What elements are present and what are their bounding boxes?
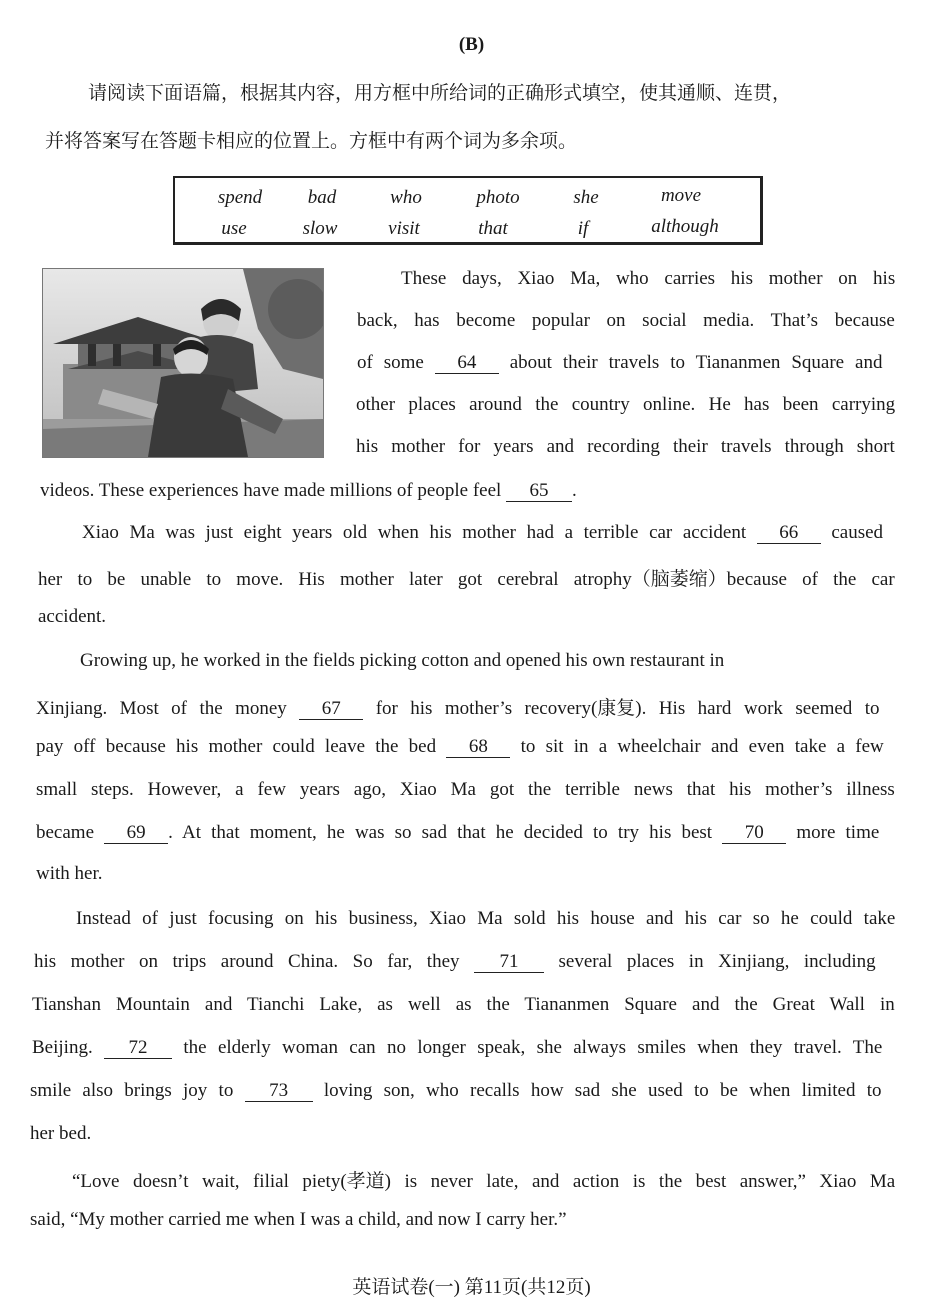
- word-photo: photo: [476, 187, 520, 208]
- text: Xinjiang. Most of the money: [36, 698, 287, 719]
- word-move: move: [660, 185, 702, 206]
- blank-70: 70: [722, 823, 786, 844]
- text: .: [572, 480, 577, 501]
- word-although: although: [651, 216, 719, 237]
- text: . At that moment, he was so sad that he decided to try his best: [168, 822, 713, 843]
- text: more time: [796, 822, 880, 843]
- text: the elderly woman can no longer speak, she always smiles when they travel. The: [183, 1037, 883, 1058]
- instruction-line-2: 并将答案写在答题卡相应的位置上。方框中有两个词为多余项。: [45, 131, 578, 152]
- p1-line-5: his mother for years and recording their travels through short: [356, 436, 895, 457]
- p4-line-1: Instead of just focusing on his business, Xiao Ma sold his house and his car so he could take: [76, 908, 896, 929]
- p3-line-1: Growing up, he worked in the fields picking cotton and opened his own restaurant in: [80, 650, 725, 671]
- p1-line-3: [357, 352, 882, 374]
- p5-line-2: said, “My mother carried me when I was a child, and now I carry her.”: [30, 1209, 567, 1230]
- text: Beijing.: [32, 1037, 93, 1058]
- section-title: (B): [458, 34, 485, 55]
- instruction-line-1: 请阅读下面语篇，根据其内容，用方框中所给词的正确形式填空，使其通顺、连贯，: [88, 83, 792, 104]
- word-slow: slow: [302, 218, 338, 239]
- p2-line-2: her to be unable to move. His mother later got cerebral atrophy（脑萎缩）because of the car: [38, 569, 895, 590]
- text: caused: [831, 522, 884, 543]
- blank-66: 66: [757, 523, 821, 544]
- blank-71: 71: [474, 952, 544, 973]
- p4-line-2: [34, 951, 876, 973]
- text: became: [36, 822, 95, 843]
- word-spend: spend: [217, 187, 263, 208]
- p4-line-4: [32, 1037, 882, 1059]
- p3-line-6: with her.: [36, 863, 103, 884]
- p3-line-4: small steps. However, a few years ago, Xiao Ma got the terrible news that his mother’s illness: [36, 779, 895, 800]
- p4-line-6: her bed.: [30, 1123, 92, 1144]
- p1-line-2: back, has become popular on social media. That’s because: [357, 310, 895, 331]
- text: Xiao Ma was just eight years old when his mother had a terrible car accident: [82, 522, 747, 543]
- p2-line-3: accident.: [38, 606, 107, 627]
- text: several places in Xinjiang, including: [558, 951, 876, 972]
- word-visit: visit: [388, 218, 420, 239]
- p1-line-4: other places around the country online. He has been carrying: [356, 394, 896, 415]
- p3-line-2: [36, 693, 880, 720]
- photo-xiao-ma-and-mother: [42, 268, 324, 458]
- word-bad: bad: [307, 187, 337, 208]
- p5-line-1: “Love doesn’t wait, filial piety(孝道) is never late, and action is the best answer,” Xiao Ma: [72, 1171, 896, 1192]
- text: about their travels to Tiananmen Square and: [509, 352, 883, 373]
- p3-line-3: [36, 736, 884, 758]
- blank-64: 64: [435, 353, 499, 374]
- p4-line-3: Tianshan Mountain and Tianchi Lake, as well as the Tiananmen Square and the Great Wall in: [32, 994, 895, 1015]
- word-if: if: [577, 218, 589, 239]
- blank-72: 72: [104, 1038, 172, 1059]
- blank-68: 68: [446, 737, 510, 758]
- page-footer: 英语试卷(一) 第11页(共12页): [352, 1277, 591, 1298]
- p3-line-5: [36, 822, 879, 844]
- word-she: she: [573, 187, 599, 208]
- text: videos. These experiences have made millions of people feel: [40, 480, 502, 501]
- word-who: who: [390, 187, 422, 208]
- blank-65: 65: [506, 481, 572, 502]
- text: smile also brings joy to: [30, 1080, 234, 1101]
- text: loving son, who recalls how sad she used to be when limited to: [323, 1080, 882, 1101]
- p1-line-1: These days, Xiao Ma, who carries his mother on his: [401, 268, 896, 289]
- text: to sit in a wheelchair and even take a few: [520, 736, 884, 757]
- blank-73: 73: [245, 1081, 313, 1102]
- p2-line-1: [82, 522, 883, 544]
- blank-69: 69: [104, 823, 168, 844]
- text: his mother on trips around China. So far, they: [34, 951, 460, 972]
- text: pay off because his mother could leave the bed: [36, 736, 437, 757]
- p4-line-5: [30, 1080, 882, 1102]
- word-use: use: [221, 218, 247, 239]
- blank-67: 67: [299, 699, 363, 720]
- word-box: [173, 176, 763, 245]
- p1-line-6: [40, 480, 577, 502]
- text: for his mother’s recovery(康复). His hard work seemed to: [375, 698, 880, 719]
- word-that: that: [478, 218, 508, 239]
- text: of some: [357, 352, 424, 373]
